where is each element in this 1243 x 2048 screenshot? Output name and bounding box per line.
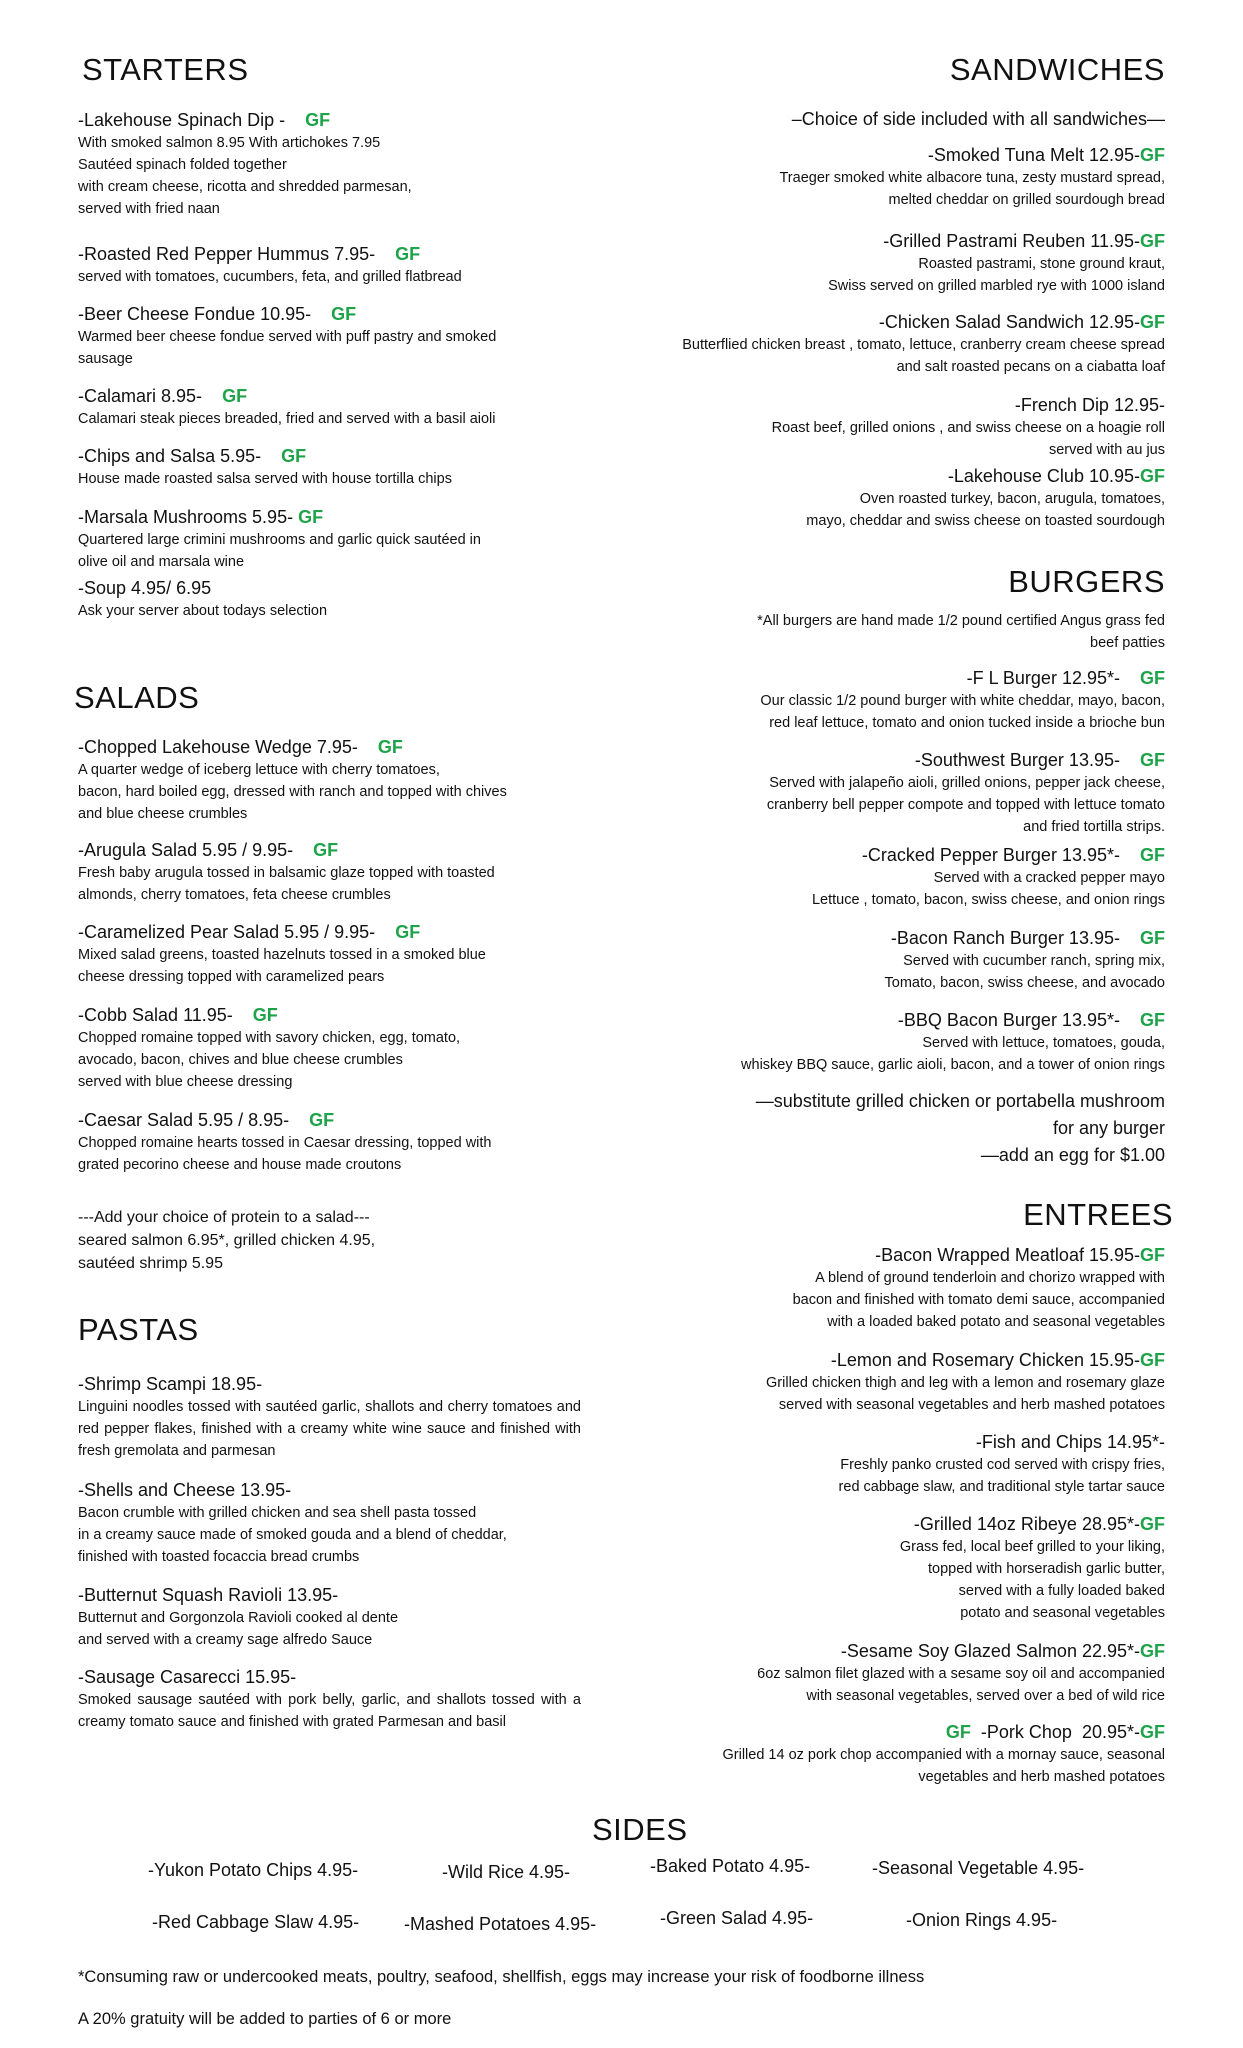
gf-badge: GF [1140,750,1165,770]
gf-badge: GF [305,110,331,130]
item-description: Sautéed spinach folded together with cream cheese, ricotta and shredded parmesan, served with fried naan [78,157,412,217]
menu-item-tuna-melt [600,143,1165,211]
item-description: Traeger smoked white albacore tuna, zesty mustard spread, melted cheddar on grilled sourdough bread [779,170,1165,208]
item-description: 6oz salmon filet glazed with a sesame soy oil and accompanied with seasonal vegetables, served over a bed of wild rice [757,1666,1165,1704]
side-item: -Seasonal Vegetable 4.95- [872,1858,1085,1878]
item-name: -Sesame Soy Glazed Salmon 22.95*- [840,1641,1140,1661]
item-description: Mixed salad greens, toasted hazelnuts tossed in a smoked blue cheese dressing topped with caramelized pears [78,947,486,985]
gf-badge: GF [1140,1641,1165,1661]
salad-protein-note: ---Add your choice of protein to a salad--- seared salmon 6.95*, grilled chicken 4.95, sautéed shrimp 5.95 [78,1209,376,1272]
price-line: With smoked salmon 8.95 With artichokes 7.95 [78,135,381,151]
item-name: -Grilled Pastrami Reuben 11.95- [883,231,1140,251]
burger-substitution-note: —substitute grilled chicken or portabella mushroom for any burger —add an egg for $1.00 [755,1091,1165,1165]
side-item: -Baked Potato 4.95- [650,1856,811,1876]
menu-item-southwest-burger [600,748,1165,838]
entrees-title: ENTREES [1023,1197,1173,1232]
item-description: Chopped romaine topped with savory chicken, egg, tomato, avocado, bacon, chives and blue cheese crumbles served with blue cheese dressing [78,1030,461,1090]
item-name: -Arugula Salad 5.95 / 9.95- [78,840,294,860]
item-name: -Fish and Chips 14.95*- [975,1432,1165,1452]
item-name: -Shells and Cheese 13.95- [78,1480,292,1500]
side-item: -Wild Rice 4.95- [442,1862,571,1882]
sides-title: SIDES [592,1812,688,1847]
menu-item-pear-salad [78,920,598,988]
menu-item-lemon-rosemary-chicken [600,1348,1165,1416]
item-name: -Smoked Tuna Melt 12.95- [927,145,1140,165]
menu-item-soup [78,576,598,622]
gf-badge: GF [313,840,339,860]
menu-item-french-dip [600,393,1165,461]
gf-badge: GF [222,386,248,406]
item-name: -Calamari 8.95- [78,386,203,406]
item-name: -Marsala Mushrooms 5.95- [78,507,294,527]
item-description: Smoked sausage sautéed with pork belly, garlic, and shallots tossed with a creamy tomato sauce and finished with grated Parmesan and basil [78,1692,581,1730]
gf-badge: GF [395,922,421,942]
menu-item-lakehouse-club [600,464,1165,532]
menu-item-caesar-salad [78,1108,598,1176]
gf-badge: GF [252,1005,278,1025]
gf-badge: GF [1140,928,1165,948]
side-item: -Onion Rings 4.95- [906,1910,1058,1930]
menu-item-sesame-salmon [600,1639,1165,1707]
item-name: -Pork Chop 20.95*- [970,1722,1140,1742]
gf-badge: GF [1140,668,1165,688]
item-description: Calamari steak pieces breaded, fried and served with a basil aioli [78,411,496,427]
item-name: -Roasted Red Pepper Hummus 7.95- [78,244,376,264]
item-description: Served with cucumber ranch, spring mix, Tomato, bacon, swiss cheese, and avocado [884,953,1165,991]
item-description: Grilled chicken thigh and leg with a lemon and rosemary glaze served with seasonal vegetables and herb mashed potatoes [766,1375,1165,1413]
item-description: A blend of ground tenderloin and chorizo wrapped with bacon and finished with tomato demi sauce, accompanied with a loaded baked potato and seasonal vegetables [792,1270,1165,1330]
menu-item-butternut-ravioli [78,1583,598,1651]
menu-item-spinach-dip [78,108,598,220]
sandwiches-subtitle: –Choice of side included with all sandwiches— [791,109,1165,129]
menu-item-cobb-salad [78,1003,598,1093]
item-description: Bacon crumble with grilled chicken and sea shell pasta tossed in a creamy sauce made of smoked gouda and a blend of cheddar, finished with toasted focaccia bread crumbs [78,1505,507,1565]
item-name: -Cobb Salad 11.95- [78,1005,233,1025]
item-description: House made roasted salsa served with house tortilla chips [78,471,452,487]
item-name: -Shrimp Scampi 18.95- [78,1374,263,1394]
sandwiches-title: SANDWICHES [949,52,1165,87]
starters-title: STARTERS [82,52,249,87]
menu-item-fl-burger [600,666,1165,734]
menu-item-beer-cheese-fondue [78,302,598,370]
item-name: -Butternut Squash Ravioli 13.95- [78,1585,339,1605]
item-description: Fresh baby arugula tossed in balsamic glaze topped with toasted almonds, cherry tomatoes, feta cheese crumbles [78,865,495,903]
gf-badge: GF [377,737,403,757]
menu-item-bbq-bacon-burger [600,1008,1165,1076]
menu-item-sausage-casarecci [78,1665,598,1733]
item-description: Served with lettuce, tomatoes, gouda, whiskey BBQ sauce, garlic aioli, bacon, and a tower of onion rings [741,1035,1165,1073]
gf-badge: GF [1140,312,1165,332]
raw-food-warning: *Consuming raw or undercooked meats, poultry, seafood, shellfish, eggs may increase your risk of foodborne illness [78,1968,925,1986]
burgers-title: BURGERS [1008,564,1165,599]
gf-badge: GF [298,507,324,527]
item-description: Ask your server about todays selection [78,603,328,619]
salads-title: SALADS [74,680,200,715]
side-item: -Red Cabbage Slaw 4.95- [152,1912,360,1932]
item-description: Served with a cracked pepper mayo Lettuce , tomato, bacon, swiss cheese, and onion rings [811,870,1165,908]
item-description: Butterflied chicken breast , tomato, lettuce, cranberry cream cheese spread and salt roasted pecans on a ciabatta loaf [682,337,1165,375]
menu-item-wedge-salad [78,735,598,825]
item-name: -Chopped Lakehouse Wedge 7.95- [78,737,358,757]
pastas-title: PASTAS [78,1312,199,1347]
item-description: Freshly panko crusted cod served with crispy fries, red cabbage slaw, and traditional style tartar sauce [838,1457,1165,1495]
item-name: -Caramelized Pear Salad 5.95 / 9.95- [78,922,376,942]
item-name: -Lemon and Rosemary Chicken 15.95- [830,1350,1140,1370]
item-description: Roasted pastrami, stone ground kraut, Swiss served on grilled marbled rye with 1000 island [828,256,1165,294]
item-description: A quarter wedge of iceberg lettuce with cherry tomatoes, bacon, hard boiled egg, dressed with ranch and topped with chives and blue cheese crumbles [78,762,507,822]
menu-item-chicken-salad-sandwich [600,310,1165,378]
menu-item-hummus [78,242,598,288]
menu-item-chips-salsa [78,444,598,490]
gf-badge: GF [1140,1722,1165,1742]
gratuity-note: A 20% gratuity will be added to parties of 6 or more [78,2010,452,2028]
item-name: -Caesar Salad 5.95 / 8.95- [78,1110,290,1130]
item-description: Butternut and Gorgonzola Ravioli cooked al dente and served with a creamy sage alfredo Sauce [78,1610,399,1648]
item-name: -Bacon Wrapped Meatloaf 15.95- [875,1245,1140,1265]
gf-badge: GF [1140,1350,1165,1370]
item-name: -Lakehouse Spinach Dip - [78,110,286,130]
gf-badge: GF [395,244,421,264]
item-name: -Soup 4.95/ 6.95 [78,578,212,598]
gf-badge: GF [281,446,307,466]
menu-item-pastrami-reuben [600,229,1165,297]
menu-item-calamari [78,384,598,430]
menu-item-meatloaf [600,1243,1165,1333]
menu-item-shells-and-cheese [78,1478,598,1568]
item-description: Our classic 1/2 pound burger with white cheddar, mayo, bacon, red leaf lettuce, tomato and onion tucked inside a brioche bun [760,693,1165,731]
item-name: -BBQ Bacon Burger 13.95*- [897,1010,1120,1030]
item-description: Linguini noodles tossed with sautéed garlic, shallots and cherry tomatoes and red pepper flakes, finished with a creamy white wine sauce and finished with fresh gremolata and parmesan [78,1399,581,1459]
gf-badge: GF [1140,1010,1165,1030]
gf-badge: GF [331,304,357,324]
item-name: -F L Burger 12.95*- [966,668,1120,688]
menu-item-marsala-mushrooms [78,505,598,573]
side-item: -Green Salad 4.95- [660,1908,814,1928]
item-name: -Sausage Casarecci 15.95- [78,1667,297,1687]
item-name: -Beer Cheese Fondue 10.95- [78,304,312,324]
gf-badge: GF [1140,466,1165,486]
menu-item-pork-chop [600,1720,1165,1788]
menu-item-ribeye [600,1512,1165,1624]
gf-badge: GF [945,1722,971,1742]
item-description: Warmed beer cheese fondue served with puff pastry and smoked sausage [78,329,497,367]
item-name: -Southwest Burger 13.95- [914,750,1120,770]
menu-item-shrimp-scampi [78,1372,598,1462]
item-name: -Lakehouse Club 10.95- [947,466,1140,486]
item-description: served with tomatoes, cucumbers, feta, and grilled flatbread [78,269,462,285]
gf-badge: GF [1140,231,1165,251]
item-description: Served with jalapeño aioli, grilled onions, pepper jack cheese, cranberry bell pepper compote and topped with lettuce tomato and fried tortilla strips. [766,775,1165,835]
item-description: Grass fed, local beef grilled to your liking, topped with horseradish garlic butter, served with a fully loaded baked potato and seasonal vegetables [899,1539,1165,1621]
item-name: -Chips and Salsa 5.95- [78,446,262,466]
item-name: -French Dip 12.95- [1014,395,1165,415]
item-description: Chopped romaine hearts tossed in Caesar dressing, topped with grated pecorino cheese and house made croutons [78,1135,492,1173]
gf-badge: GF [309,1110,335,1130]
menu-item-cracked-pepper-burger [600,843,1165,911]
item-description: Grilled 14 oz pork chop accompanied with a mornay sauce, seasonal vegetables and herb mashed potatoes [722,1747,1165,1785]
gf-badge: GF [1140,1514,1165,1534]
item-description: Roast beef, grilled onions , and swiss cheese on a hoagie roll served with au jus [771,420,1165,458]
gf-badge: GF [1140,845,1165,865]
item-name: -Chicken Salad Sandwich 12.95- [878,312,1140,332]
menu-item-fish-and-chips [600,1430,1165,1498]
gf-badge: GF [1140,145,1165,165]
item-name: -Cracked Pepper Burger 13.95*- [861,845,1120,865]
gf-badge: GF [1140,1245,1165,1265]
burgers-subtitle: *All burgers are hand made 1/2 pound certified Angus grass fed beef patties [757,613,1165,651]
item-name: -Bacon Ranch Burger 13.95- [890,928,1120,948]
item-name: -Grilled 14oz Ribeye 28.95*- [913,1514,1140,1534]
menu-item-arugula-salad [78,838,598,906]
item-description: Quartered large crimini mushrooms and garlic quick sautéed in olive oil and marsala wine [78,532,481,570]
side-item: -Mashed Potatoes 4.95- [404,1914,597,1934]
menu-item-bacon-ranch-burger [600,926,1165,994]
item-description: Oven roasted turkey, bacon, arugula, tomatoes, mayo, cheddar and swiss cheese on toasted sourdough [806,491,1165,529]
side-item: -Yukon Potato Chips 4.95- [148,1860,359,1880]
